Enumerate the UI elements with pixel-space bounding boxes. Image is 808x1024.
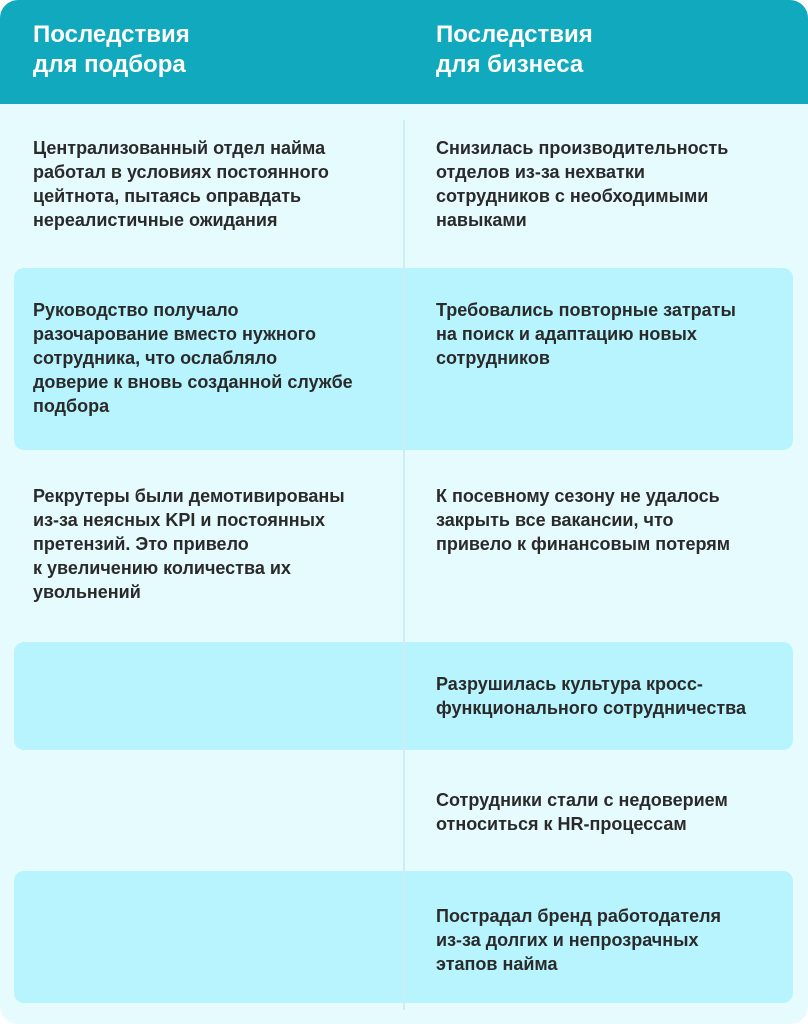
row-3-hiring-cell: Рекрутеры были демотивированы из-за неясных KPI и постоянных претензий. Это привело к увеличению количества их увольнений xyxy=(33,486,345,602)
row-1-business-cell: Снизилась производительность отделов из-за нехватки сотрудников с необходимыми навыками xyxy=(436,138,729,230)
row-2-hiring-cell: Руководство получало разочарование вместо нужного сотрудника, что ослабляло доверие к вновь созданной службе подбора xyxy=(33,300,353,416)
row-1-hiring-cell: Централизованный отдел найма работал в условиях постоянного цейтнота, пытаясь оправдать нереалистичные ожидания xyxy=(33,138,329,230)
row-5-business-cell: Сотрудники стали с недоверием относиться к HR-процессам xyxy=(436,790,728,834)
row-4-business-cell: Разрушилась культура кросс- функционального сотрудничества xyxy=(436,674,746,718)
table-header xyxy=(0,0,808,104)
row-2-business-cell: Требовались повторные затраты на поиск и адаптацию новых сотрудников xyxy=(436,300,736,368)
row-6-business-cell: Пострадал бренд работодателя из-за долгих и непрозрачных этапов найма xyxy=(436,906,722,974)
column-title-hiring: Последствия для подбора xyxy=(33,21,190,78)
column-divider xyxy=(403,120,405,1010)
column-title-business: Последствия для бизнеса xyxy=(436,21,593,78)
row-3-business-cell: К посевному сезону не удалось закрыть все вакансии, что привело к финансовым потерям xyxy=(436,486,731,554)
